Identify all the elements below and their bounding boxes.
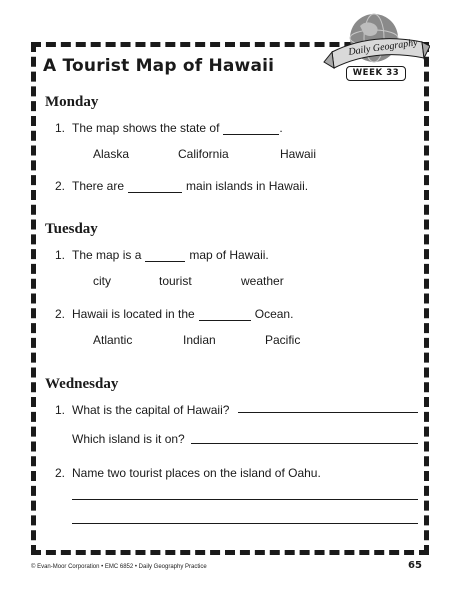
answer-blank[interactable] [128,181,182,193]
answer-line-2[interactable] [72,523,418,524]
answer-line-1[interactable] [72,499,418,500]
page-title: A Tourist Map of Hawaii [43,56,275,76]
option-city: city [93,274,111,288]
monday-question-1 [55,121,283,135]
wednesday-question-2 [55,466,321,480]
question-number: 1. [55,403,66,417]
tuesday-question-1 [55,248,269,262]
question-text: There are [72,179,125,193]
answer-blank[interactable] [145,250,185,262]
question-text: Hawaii is located in the [72,307,195,321]
answer-line-island[interactable] [191,443,418,444]
question-text: What is the capital of Hawaii? [72,403,230,417]
question-text-end: . [279,121,283,135]
option-hawaii: Hawaii [280,147,317,161]
ribbon-label: Daily Geography [347,37,419,58]
answer-blank[interactable] [199,309,251,321]
question-text: Which island is it on? [72,432,185,446]
footer-credit: © Evan-Moor Corporation • EMC 6852 • Daily Geography Practice [31,564,207,570]
question-text: The map is a [72,248,142,262]
page-number: 65 [408,560,422,571]
week-label: WEEK 33 [346,66,406,81]
question-number: 2. [55,466,66,480]
question-text: The map shows the state of [72,121,220,135]
wednesday-question-1-sub [72,432,185,446]
option-indian: Indian [183,333,216,347]
question-number: 1. [55,121,66,135]
question-number: 1. [55,248,66,262]
monday-question-2 [55,179,308,193]
option-atlantic: Atlantic [93,333,133,347]
option-california: California [178,147,229,161]
option-weather: weather [241,274,284,288]
tuesday-question-2 [55,307,293,321]
option-tourist: tourist [159,274,192,288]
question-number: 2. [55,179,66,193]
section-heading-wednesday: Wednesday [45,376,119,392]
wednesday-question-1 [55,403,229,417]
section-heading-tuesday: Tuesday [45,221,98,237]
question-text: Name two tourist places on the island of Oahu. [72,466,321,480]
answer-line-capital[interactable] [238,412,418,413]
option-alaska: Alaska [93,147,130,161]
option-pacific: Pacific [265,333,301,347]
question-number: 2. [55,307,66,321]
section-heading-monday: Monday [45,94,99,110]
question-text-end: main islands in Hawaii. [186,179,309,193]
answer-blank[interactable] [223,123,279,135]
question-text-end: Ocean. [254,307,294,321]
daily-geography-badge [322,12,430,88]
question-text-end: map of Hawaii. [189,248,269,262]
